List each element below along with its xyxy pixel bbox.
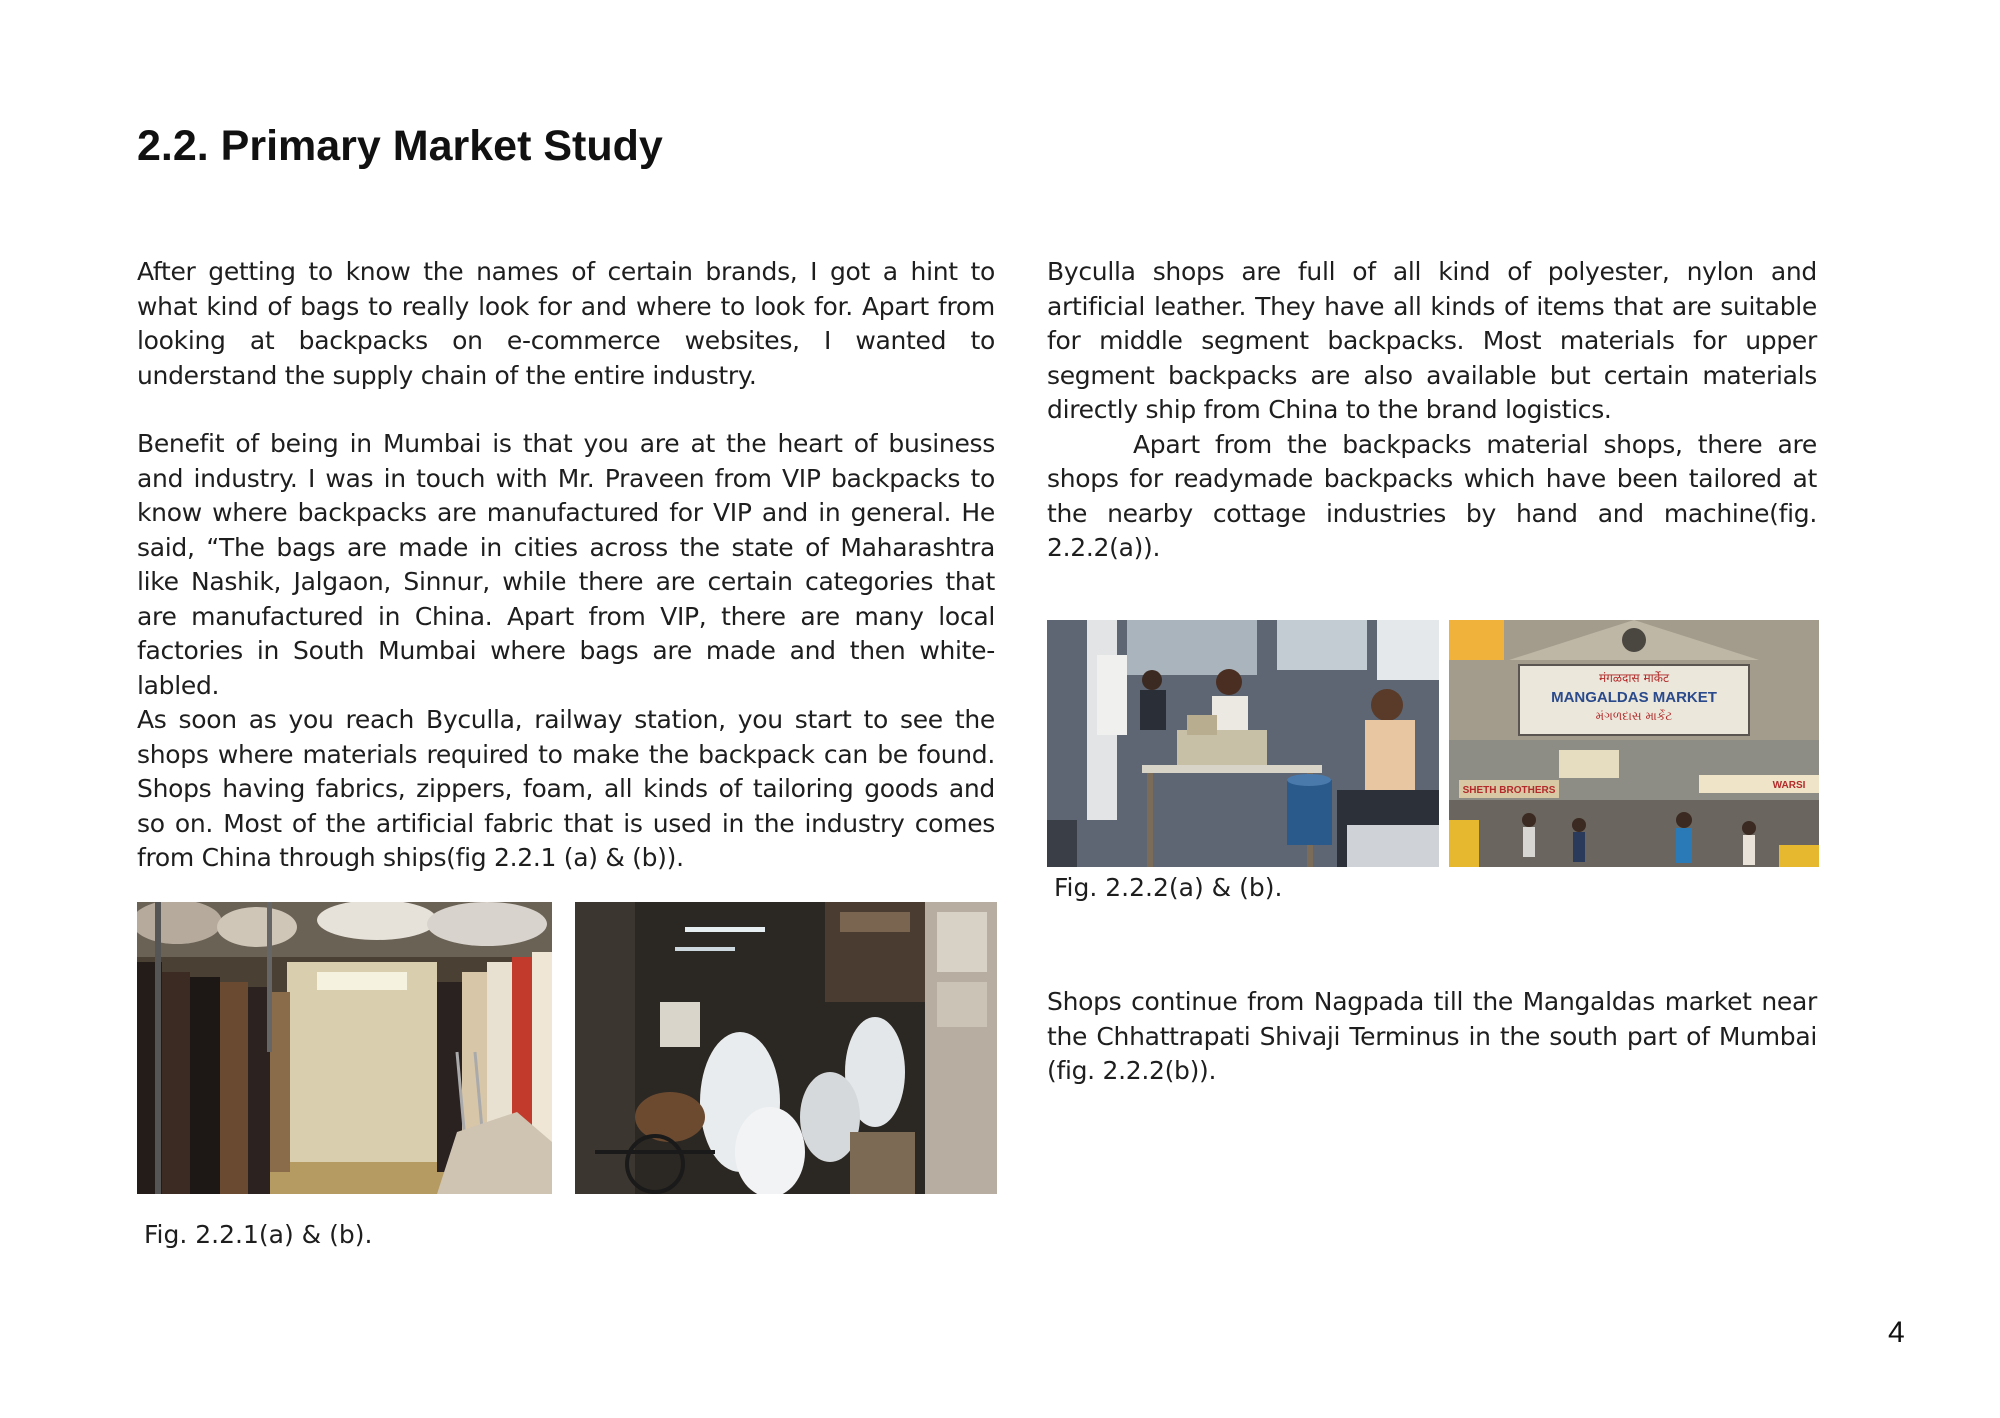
paragraph: After getting to know the names of certain brands, I got a hint to what kind of bags to really look for and where to look for. Apart from looking at backpacks on e-commerce websites, I wanted to understand the supply chain of the entire industry. [137, 257, 995, 390]
figure-caption: Fig. 2.2.1(a) & (b). [144, 1220, 373, 1249]
shop-sign: SHETH BROTHERS [1462, 785, 1556, 796]
left-column-text [137, 255, 995, 876]
market-sign-devanagari: मंगळदास मार्केट [1598, 671, 1670, 685]
right-column-text [1047, 255, 1817, 566]
page-title: 2.2. Primary Market Study [137, 122, 663, 170]
paragraph: Benefit of being in Mumbai is that you are at the heart of business and industry. I was in touch with Mr. Praveen from VIP backpacks to know where backpacks are manufactured for VIP and in general. He said, “The bags are made in cities across the state of Maharashtra like Nashik, Jalgaon, Sinnur, while there are certain categories that are manufactured in China. Apart from VIP, there are many local factories in South Mumbai where bags are made and then white-labled. [137, 429, 995, 700]
photo-tailoring-workshop [1047, 620, 1439, 867]
right-column-text-lower [1047, 985, 1817, 1089]
paragraph: Byculla shops are full of all kind of polyester, nylon and artificial leather. They have all kinds of items that are suitable for middle segment backpacks. Most materials for upper segment backpacks are also available but certain materials directly ship from China to the brand logistics. [1047, 257, 1817, 424]
photo-storage-sacks [575, 902, 997, 1194]
market-sign-english: MANGALDAS MARKET [1551, 689, 1717, 706]
figure-caption: Fig. 2.2.2(a) & (b). [1054, 873, 1283, 902]
page-number: 4 [1888, 1316, 1905, 1349]
shop-sign: WARSI [1772, 780, 1806, 791]
paragraph: Apart from the backpacks material shops, there are shops for readymade backpacks which have been tailored at the nearby cottage industries by hand and machine(fig. 2.2.2(a)). [1047, 429, 1817, 562]
paragraph: As soon as you reach Byculla, railway station, you start to see the shops where materials required to make the backpack can be found. Shops having fabrics, zippers, foam, all kinds of tailoring goods and so on. Most of the artificial fabric that is used in the industry comes from China through ships(fig 2.2.1 (a) & (b)). [137, 705, 995, 872]
market-sign-gujarati: મંગળદાસ માર્કેટ [1595, 709, 1673, 723]
photo-fabric-shop-aisle [137, 902, 552, 1194]
paragraph: Shops continue from Nagpada till the Mangaldas market near the Chhattrapati Shivaji Terminus in the south part of Mumbai (fig. 2.2.2(b)). [1047, 987, 1817, 1085]
photo-mangaldas-market [1449, 620, 1819, 867]
